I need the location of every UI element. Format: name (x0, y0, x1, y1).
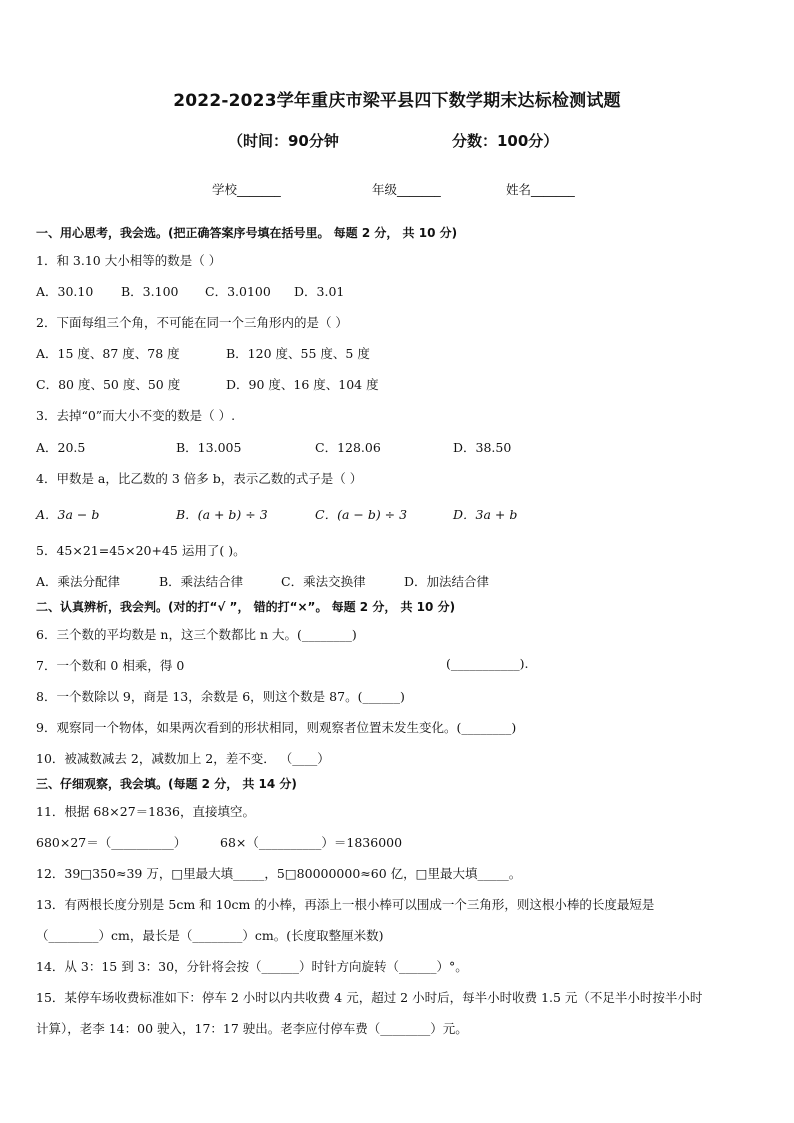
q2-option-b: B．120 度、55 度、5 度 (226, 346, 370, 361)
q5-option-c: C．乘法交换律 (281, 574, 366, 589)
q1-option-a: A．30.10 (36, 284, 94, 299)
question-12: 12．39□350≈39 万，□里最大填_____，5□80000000≈60 亿，□里最大填_____。 (36, 866, 522, 881)
question-6: 6．三个数的平均数是 n，这三个数都比 n 大。(________) (36, 627, 357, 642)
question-10: 10．被减数减去 2，减数加上 2，差不变． （____） (36, 751, 330, 766)
question-13: 13．有两根长度分别是 5cm 和 10cm 的小棒，再添上一根小棒可以围成一个三角形，则这根小棒的长度最短是 (36, 897, 655, 912)
q4-option-c: C．(a − b) ÷ 3 (315, 507, 408, 522)
q3-option-a: A．20.5 (36, 440, 86, 455)
section-2-heading: 二、认真辨析，我会判。(对的打“√ ”， 错的打“×”。 每题 2 分， 共 10 分) (36, 600, 456, 614)
question-14: 14．从 3：15 到 3：30，分针将会按（______）时针方向旋转（______）°。 (36, 959, 468, 974)
q1-option-b: B．3.100 (121, 284, 179, 299)
q4-option-a: A．3a − b (36, 507, 100, 522)
q2-option-c: C．80 度、50 度、50 度 (36, 377, 181, 392)
question-15: 15．某停车场收费标准如下：停车 2 小时以内共收费 4 元，超过 2 小时后，每半小时收费 1.5 元（不足半小时按半小时 (36, 990, 703, 1005)
question-2: 2．下面每组三个角，不可能在同一个三角形内的是（ ） (36, 315, 348, 330)
q4-option-d: D．3a + b (453, 507, 518, 522)
q5-option-a: A．乘法分配律 (36, 574, 121, 589)
q4-option-b: B．(a + b) ÷ 3 (176, 507, 268, 522)
question-11: 11．根据 68×27＝1836，直接填空。 (36, 804, 255, 819)
section-3-heading: 三、仔细观察，我会填。(每题 2 分， 共 14 分) (36, 777, 297, 791)
name-field: 姓名_______ (506, 182, 575, 197)
q5-option-b: B．乘法结合律 (159, 574, 244, 589)
question-5: 5．45×21=45×20+45 运用了( )。 (36, 543, 246, 558)
question-9: 9．观察同一个物体，如果两次看到的形状相同，则观察者位置未发生变化。(________) (36, 720, 517, 735)
question-7: 7．一个数和 0 相乘，得 0 (36, 658, 185, 673)
q3-option-c: C．128.06 (315, 440, 381, 455)
question-4: 4．甲数是 a，比乙数的 3 倍多 b，表示乙数的式子是（ ） (36, 471, 363, 486)
section-1-heading: 一、用心思考，我会选。(把正确答案序号填在括号里。 每题 2 分， 共 10 分) (36, 226, 458, 240)
school-field: 学校_______ (212, 182, 281, 197)
q11-part-a: 680×27＝（__________） (36, 835, 187, 850)
q3-option-b: B．13.005 (176, 440, 242, 455)
q2-option-a: A．15 度、87 度、78 度 (36, 346, 180, 361)
q11-part-b: 68×（__________）＝1836000 (220, 835, 403, 850)
grade-field: 年级_______ (372, 182, 441, 197)
page-title: 2022-2023学年重庆市梁平县四下数学期末达标检测试题 (173, 91, 621, 111)
question-3: 3．去掉“0”而大小不变的数是（ ）. (36, 408, 236, 423)
question-8: 8．一个数除以 9，商是 13，余数是 6，则这个数是 87。(______) (36, 689, 405, 704)
question-1: 1．和 3.10 大小相等的数是（ ） (36, 253, 222, 268)
q1-option-d: D．3.01 (294, 284, 345, 299)
q3-option-d: D．38.50 (453, 440, 512, 455)
q7-answer-blank: (___________). (446, 656, 529, 671)
q1-option-c: C．3.0100 (205, 284, 271, 299)
exam-score: 分数：100分） (452, 132, 559, 150)
question-13-continued: （________）cm，最长是（________）cm。(长度取整厘米数) (36, 928, 384, 943)
q5-option-d: D．加法结合律 (404, 574, 490, 589)
q2-option-d: D．90 度、16 度、104 度 (226, 377, 379, 392)
exam-time: （时间：90分钟 (228, 132, 339, 150)
question-15-continued: 计算），老李 14：00 驶入，17：17 驶出。老李应付停车费（________）元。 (36, 1021, 468, 1036)
